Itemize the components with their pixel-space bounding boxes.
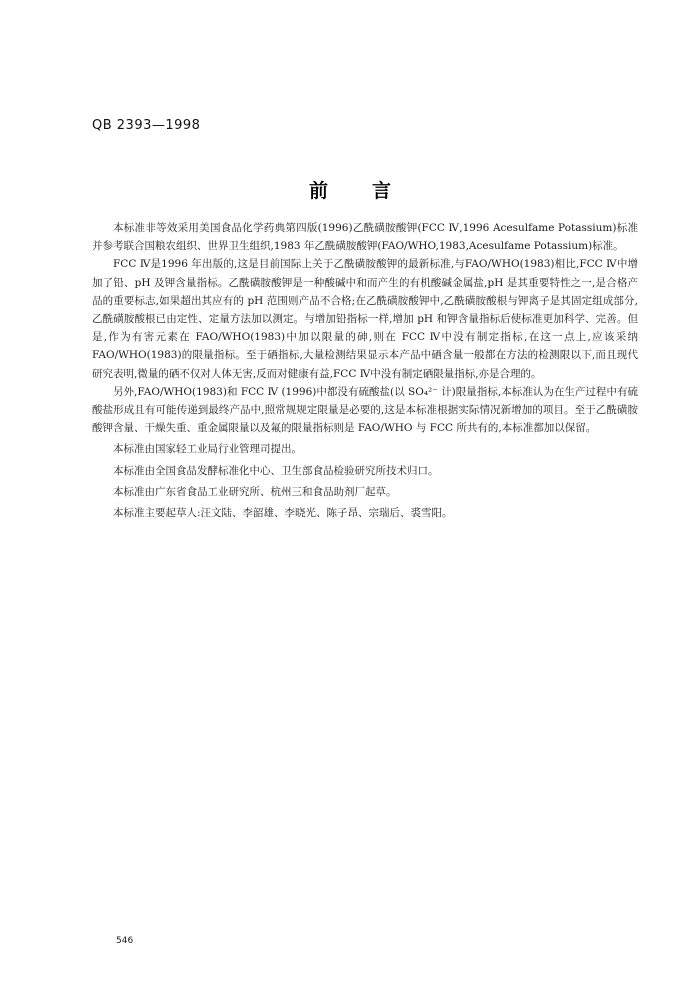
page-number: 546 [116,936,134,946]
paragraph-1: 本标准非等效采用美国食品化学药典第四版(1996)乙酰磺胺酸钾(FCC Ⅳ,1996 Acesulfame Potassium)标准并参考联合国粮农组织、世界卫生组织,1983 年乙酰磺胺酸钾(FAO/WHO,1983,Acesulfame Potassium)标准。 [92,222,638,253]
page-title: 前言 [308,180,435,202]
administrator-line: 本标准由全国食品发酵标准化中心、卫生部食品检验研究所技术归口。 [113,464,439,477]
standard-code: QB 2393—1998 [92,118,201,133]
paragraph-3: 另外,FAO/WHO(1983)和 FCC Ⅳ (1996)中都没有硫酸盐(以 SO₄²⁻ 计)限量指标,本标准认为在生产过程中有硫酸盐形成且有可能传递到最终产品中,照常规规定限量是必要的,这是本标准根据实际情况新增加的项目。至于乙酰磺胺酸钾含量、干燥失重、重金属限量以及氟的限量指标则是 FAO/WHO 与 FCC 所共有的,本标准都加以保留。 [92,385,638,435]
drafter-line: 本标准由广东省食品工业研究所、杭州三和食品助剂厂起草。 [113,485,397,498]
main-drafters-line: 本标准主要起草人:汪文陆、李韶雄、李晓光、陈子昂、宗瑞后、裘雪阳。 [113,507,453,520]
preface-body [92,219,638,522]
paragraph-2: FCC Ⅳ是1996 年出版的,这是目前国际上关于乙酰磺胺酸钾的最新标准,与FAO/WHO(1983)相比,FCC Ⅳ中增加了铅、pH 及钾含量指标。乙酰磺胺酸钾是一种酸碱中和而产生的有机酸碱金属盐,pH 是其重要特性之一,是合格产品的重要标志,如果超出其应有的 pH 范围则产品不合格;在乙酰磺胺酸钾中,乙酰磺胺酸根与钾离子是其固定组成部分,乙酰磺胺酸根已由定性、定量方法加以测定。与增加铅指标一样,增加 pH 和钾含量指标后使标准更加科学、完善。但是,作为有害元素在 FAO/WHO(1983)中加以限量的砷,则在 FCC Ⅳ中没有制定指标,在这一点上,应该采纳 FAO/WHO(1983)的限量指标。至于硒指标,大量检测结果显示本产品中硒含量一般都在方法的检测限以下,而且现代研究表明,微量的硒不仅对人体无害,反而对健康有益,FCC Ⅳ中没有制定硒限量指标,亦是合理的。 [92,258,638,380]
proposer-line: 本标准由国家轻工业局行业管理司提出。 [113,443,302,456]
